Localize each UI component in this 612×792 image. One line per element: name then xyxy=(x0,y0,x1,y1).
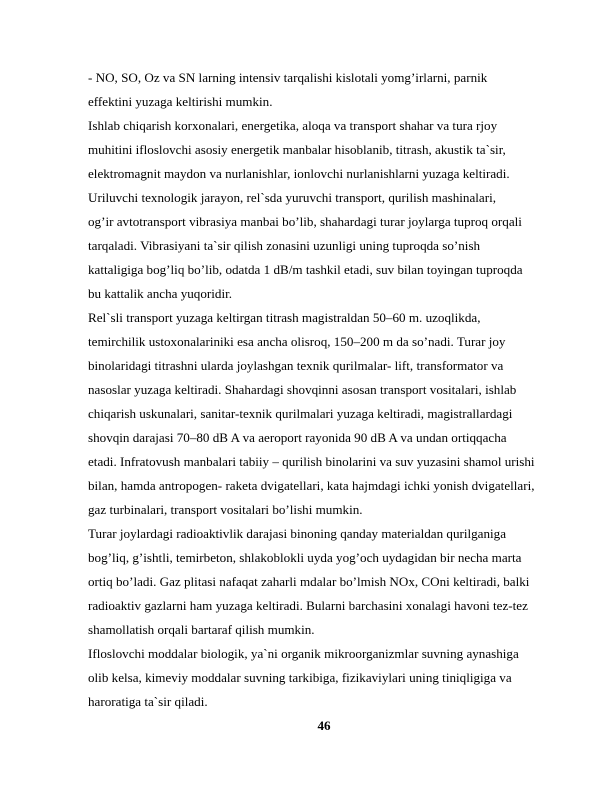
text-line: Ifloslovchi moddalar biologik, ya`ni organik mikroorganizmlar suvning aynashiga xyxy=(88,646,519,661)
text-line: olib kelsa, kimeviy moddalar suvning tarkibiga, fizikaviylari uning tiniqligiga va xyxy=(88,670,512,685)
text-line: muhitini ifloslovchi asosiy energetik manbalar hisoblanib, titrash, akustik ta`sir, xyxy=(88,142,506,157)
text-line: kattaligiga bog’liq bo’lib, odatda 1 dB/m tashkil etadi, suv bilan toyingan tuproqda xyxy=(88,262,523,277)
text-line: tarqaladi. Vibrasiyani ta`sir qilish zonasini uzunligi uning tuproqda so’nish xyxy=(88,238,481,253)
text-line: shovqin darajasi 70–80 dB A va aeroport rayonida 90 dB A va undan ortiqqacha xyxy=(88,430,507,445)
text-line: haroratiga ta`sir qiladi. xyxy=(88,694,208,709)
text-line: temirchilik ustoxonalariniki esa ancha olisroq, 150–200 m da so’nadi. Turar joy xyxy=(88,334,506,349)
text-line: ortiq bo’ladi. Gaz plitasi nafaqat zaharli mdalar bo’lmish NOx, COni keltiradi, balki xyxy=(88,574,530,589)
text-line: Uriluvchi texnologik jarayon, rel`sda yuruvchi transport, qurilish mashinalari, xyxy=(88,190,496,205)
text-line: Rel`sli transport yuzaga keltirgan titrash magistraldan 50–60 m. uzoqlikda, xyxy=(88,310,481,325)
text-line: shamollatish orqali bartaraf qilish mumkin. xyxy=(88,622,315,637)
text-line: bog’liq, g’ishtli, temirbeton, shlakoblokli uyda yog’och uydagidan bir necha marta xyxy=(88,550,522,565)
text-line: bu kattalik ancha yuqoridir. xyxy=(88,286,232,301)
text-line: radioaktiv gazlarni ham yuzaga keltiradi. Bularni barchasini xonalagi havoni tez-tez xyxy=(88,598,528,613)
text-line: chiqarish uskunalari, sanitar-texnik qurilmalari yuzaga keltiradi, magistrallardagi xyxy=(88,406,513,421)
text-line: bilan, hamda antropogen- raketa dvigatellari, kata hajmdagi ichki yonish dvigatellari, xyxy=(88,478,535,493)
page-number: 46 xyxy=(317,718,331,733)
text-line: nasoslar yuzaga keltiradi. Shahardagi shovqinni asosan transport vositalari, ishlab xyxy=(88,382,517,397)
text-line: etadi. Infratovush manbalari tabiiy – qurilish binolarini va suv yuzasini shamol urishi xyxy=(88,454,535,469)
text-line: elektromagnit maydon va nurlanishlar, ionlovchi nurlanishlarni yuzaga keltiradi. xyxy=(88,166,510,181)
text-line: binolaridagi titrashni ularda joylashgan texnik qurilmalar- lift, transformator va xyxy=(88,358,504,373)
text-line: og’ir avtotransport vibrasiya manbai bo’lib, shahardagi turar joylarga tuproq orqali xyxy=(88,214,522,229)
text-line: Ishlab chiqarish korxonalari, energetika, aloqa va transport shahar va tura rjoy xyxy=(88,118,498,133)
text-line: effektini yuzaga keltirishi mumkin. xyxy=(88,94,273,109)
text-line: Turar joylardagi radioaktivlik darajasi binoning qanday materialdan qurilganiga xyxy=(88,526,507,541)
text-line: gaz turbinalari, transport vositalari bo’lishi mumkin. xyxy=(88,502,363,517)
text-line: - NO, SO, Oz va SN larning intensiv tarqalishi kislotali yomg’irlarni, parnik xyxy=(88,70,488,85)
